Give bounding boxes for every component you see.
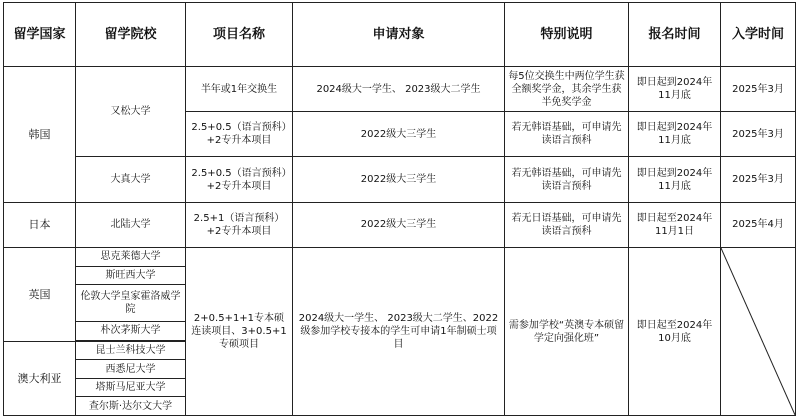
table-row (4, 248, 796, 267)
note-cell: 需参加学校“英澳专本硕留学定向强化班” (505, 248, 629, 416)
note-cell: 若无日语基础，可申请先读语言预科 (505, 202, 629, 247)
target-cell: 2022级大三学生 (293, 202, 505, 247)
target-cell: 2024级大一学生、 2023级大二学生 (293, 66, 505, 111)
enroll-time-cell: 2025年3月 (721, 157, 796, 202)
school-au: 西悉尼大学 (76, 360, 186, 379)
school-uk: 朴次茅斯大学 (76, 322, 186, 341)
note-cell: 若无韩语基础，可申请先读语言预科 (505, 112, 629, 157)
target-cell: 2022级大三学生 (293, 112, 505, 157)
school-uk: 斯旺西大学 (76, 266, 186, 285)
program-cell: 2+0.5+1+1专本硕连读项目、3+0.5+1专硕项目 (186, 248, 293, 416)
target-cell: 2024级大一学生、 2023级大二学生、2022级参加学校专接本的学生可申请1年制硕士项目 (293, 248, 505, 416)
note-cell: 若无韩语基础，可申请先读语言预科 (505, 157, 629, 202)
header-row (4, 3, 796, 67)
school-au: 昆士兰科技大学 (76, 341, 186, 360)
header-target: 申请对象 (293, 3, 505, 67)
reg-time-cell: 即日起到2024年11月底 (629, 112, 721, 157)
header-program: 项目名称 (186, 3, 293, 67)
country-uk: 英国 (4, 248, 76, 342)
table-row (4, 66, 796, 111)
school-au: 塔斯马尼亚大学 (76, 378, 186, 397)
note-cell: 每5位交换生中两位学生获全额奖学金，其余学生获半免奖学金 (505, 66, 629, 111)
reg-time-cell: 即日起至2024年10月底 (629, 248, 721, 416)
reg-time-cell: 即日起到2024年11月底 (629, 157, 721, 202)
school-hokuriku: 北陆大学 (76, 202, 186, 247)
enroll-time-empty-cell (721, 248, 796, 416)
program-cell: 半年或1年交换生 (186, 66, 293, 111)
country-korea: 韩国 (4, 66, 76, 202)
school-au: 查尔斯·达尔文大学 (76, 397, 186, 416)
school-woosong: 又松大学 (76, 66, 186, 157)
reg-time-cell: 即日起至2024年11月1日 (629, 202, 721, 247)
program-cell: 2.5+1（语言预科）+2专升本项目 (186, 202, 293, 247)
study-abroad-table (3, 2, 796, 416)
school-uk: 思克莱德大学 (76, 248, 186, 267)
reg-time-cell: 即日起到2024年11月底 (629, 66, 721, 111)
school-uk: 伦敦大学皇家霍洛威学院 (76, 285, 186, 322)
table-row (4, 157, 796, 202)
target-cell: 2022级大三学生 (293, 157, 505, 202)
program-cell: 2.5+0.5（语言预科）+2专升本项目 (186, 157, 293, 202)
header-enroll-time: 入学时间 (721, 3, 796, 67)
enroll-time-cell: 2025年3月 (721, 66, 796, 111)
enroll-time-cell: 2025年4月 (721, 202, 796, 247)
header-reg-time: 报名时间 (629, 3, 721, 67)
country-australia: 澳大利亚 (4, 341, 76, 415)
school-daejin: 大真大学 (76, 157, 186, 202)
header-country: 留学国家 (4, 3, 76, 67)
table-row (4, 202, 796, 247)
program-cell: 2.5+0.5（语言预科）+2专升本项目 (186, 112, 293, 157)
enroll-time-cell: 2025年3月 (721, 112, 796, 157)
diagonal-line (721, 248, 795, 415)
header-school: 留学院校 (76, 3, 186, 67)
country-japan: 日本 (4, 202, 76, 247)
header-note: 特别说明 (505, 3, 629, 67)
